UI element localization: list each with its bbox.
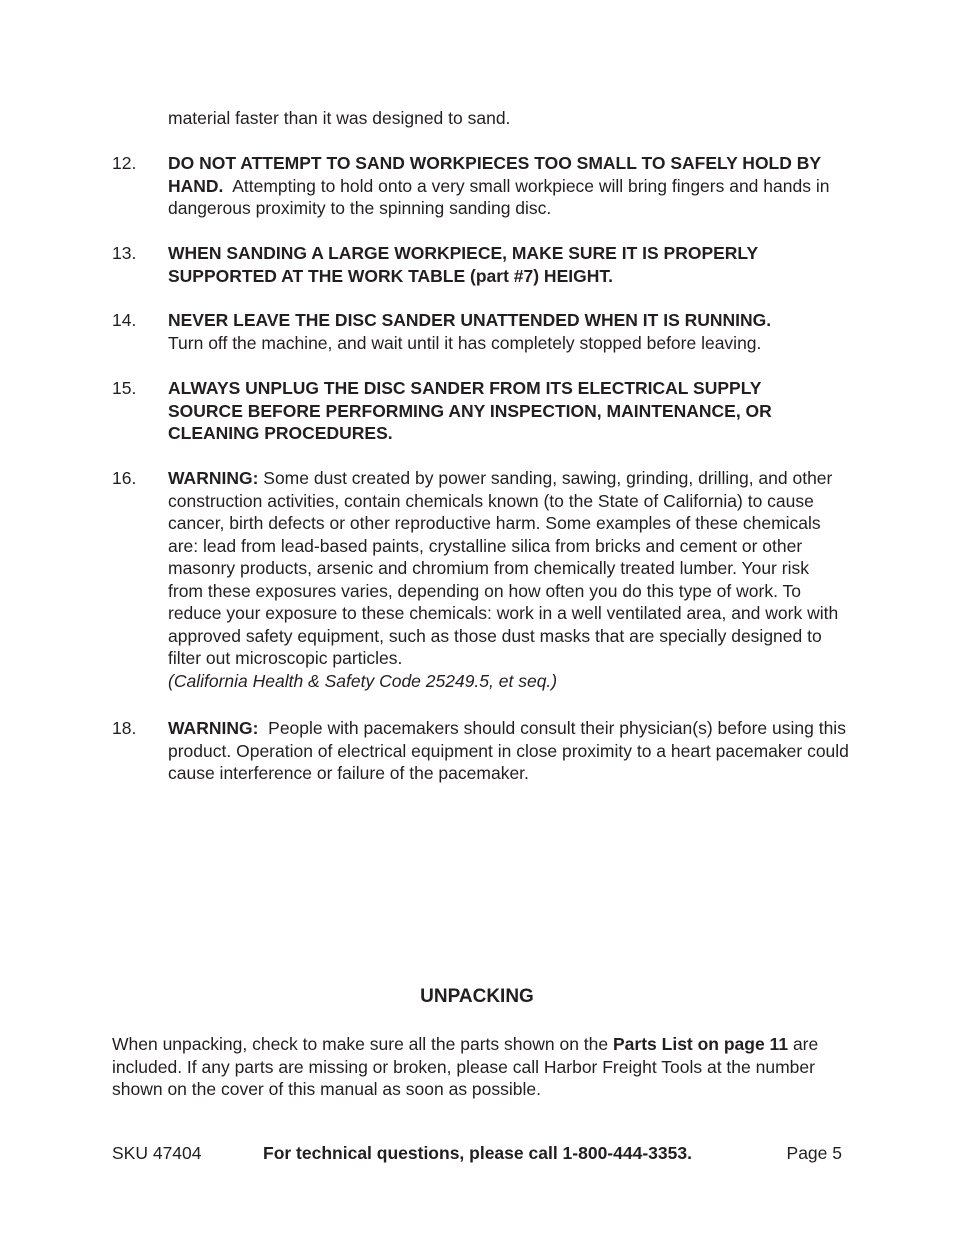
item-bold-text: WARNING: [168, 468, 259, 488]
item-body-text: Turn off the machine, and wait until it has completely stopped before leaving. [168, 332, 762, 353]
item-text [168, 377, 838, 445]
item-bold-text: DO NOT ATTEMPT TO SAND WORKPIECES TOO SMALL TO SAFELY HOLD BY HAND. [168, 153, 821, 196]
item-number: 14. [112, 310, 137, 330]
item-number: 18. [112, 718, 137, 738]
unpacking-paragraph [112, 1033, 842, 1101]
item-number: 15. [112, 378, 137, 398]
item-body-text: Attempting to hold onto a very small workpiece will bring fingers and hands in dangerous proximity to the spinning sanding disc. [168, 175, 830, 218]
item-number: 12. [112, 153, 137, 173]
continuation-text: material faster than it was designed to sand. [168, 108, 511, 128]
footer-tech-support: For technical questions, please call 1-800-444-3353. [263, 1143, 692, 1163]
item-bold-text: WHEN SANDING A LARGE WORKPIECE, MAKE SURE IT IS PROPERLY SUPPORTED AT THE WORK TABLE (part #7) HEIGHT. [168, 243, 758, 286]
footer-sku: SKU 47404 [112, 1143, 202, 1163]
page-footer [0, 1142, 954, 1166]
unpacking-text-before: When unpacking, check to make sure all the parts shown on the [112, 1034, 609, 1054]
item-text [168, 717, 852, 785]
item-bold-text: ALWAYS UNPLUG THE DISC SANDER FROM ITS ELECTRICAL SUPPLY SOURCE BEFORE PERFORMING ANY INSPECTION, MAINTENANCE, OR CLEANING PROCEDURES. [168, 378, 772, 443]
item-text [168, 242, 808, 287]
item-bold-text: WARNING: [168, 718, 259, 738]
item-text [168, 152, 852, 220]
item-body-text: Some dust created by power sanding, sawing, grinding, drilling, and other construction activities, contain chemicals known (to the State of California) to cause cancer, birth defects or other reproductive harm. Some examples of these chemicals are: lead from lead-based paints, crystalline silica from bricks and cement or other masonry products, arsenic and chromium from chemically treated lumber. Your risk from these exposures varies, depending on how often you do this type of work. To reduce your exposure to these chemicals: work in a well ventilated area, and work with approved safety equipment, such as those dust masks that are specially designed to filter out microscopic particles. [168, 468, 839, 668]
item-bold-text: NEVER LEAVE THE DISC SANDER UNATTENDED WHEN IT IS RUNNING. [168, 310, 772, 330]
unpacking-text-after: are included. If any parts are missing or broken, please call Harbor Freight Tools at the number shown on the cover of this manual as soon as possible. [112, 1034, 819, 1099]
item-text [168, 467, 843, 692]
item-body-text: People with pacemakers should consult their physician(s) before using this product. Operation of electrical equipment in close proximity to a heart pacemaker could cause interference or failure of the pacemaker. [168, 718, 849, 783]
footer-page-number: Page 5 [786, 1143, 842, 1163]
parts-list-reference: Parts List on page 11 [613, 1034, 789, 1054]
item-number: 16. [112, 468, 137, 488]
item-number: 13. [112, 243, 137, 263]
legal-citation: (California Health & Safety Code 25249.5, et seq.) [168, 670, 558, 691]
item-text [168, 309, 852, 354]
section-heading-unpacking: UNPACKING [420, 986, 534, 1007]
